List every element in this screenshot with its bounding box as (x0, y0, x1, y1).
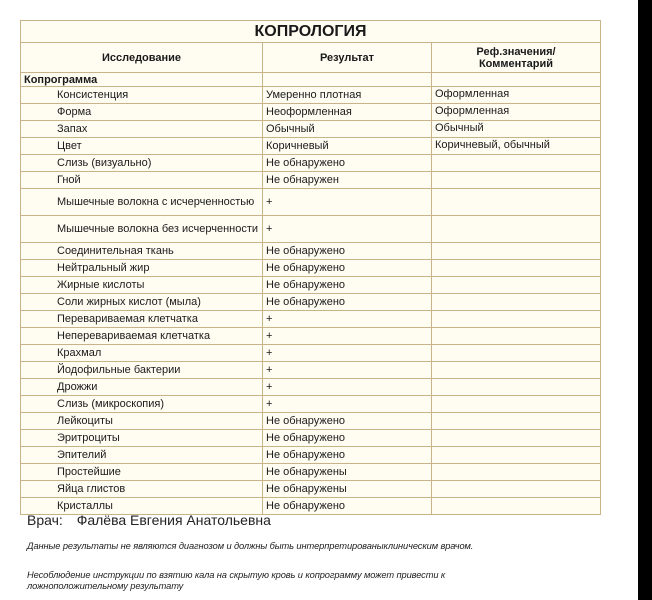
title-row (21, 21, 601, 43)
test-reference: Обычный (432, 121, 601, 138)
disclaimer-diagnosis: Данные результаты не являются диагнозом и должны быть интерпретированыклиническим врачом. (27, 541, 474, 551)
test-name: Цвет (21, 138, 263, 155)
report-title: КОПРОЛОГИЯ (21, 21, 601, 43)
test-reference (432, 413, 601, 430)
test-name: Консистенция (21, 87, 263, 104)
column-header-reference (432, 43, 601, 73)
section-ref-empty (432, 73, 601, 87)
test-result: Не обнаружено (263, 294, 432, 311)
test-name: Форма (21, 104, 263, 121)
test-result: Умеренно плотная (263, 87, 432, 104)
test-reference (432, 294, 601, 311)
test-result: + (263, 189, 432, 216)
test-result: Неоформленная (263, 104, 432, 121)
table-row (21, 311, 601, 328)
test-name: Мышечные волокна без исчерченности (21, 216, 263, 243)
table-row (21, 430, 601, 447)
test-reference (432, 481, 601, 498)
test-reference (432, 311, 601, 328)
test-result: Не обнаружены (263, 481, 432, 498)
test-result: Не обнаружено (263, 260, 432, 277)
test-name: Слизь (микроскопия) (21, 396, 263, 413)
test-result: Не обнаружено (263, 447, 432, 464)
test-result: Не обнаружено (263, 155, 432, 172)
table-row (21, 294, 601, 311)
test-reference (432, 362, 601, 379)
test-result: + (263, 379, 432, 396)
column-header-reference-line2: Комментарий (478, 57, 554, 70)
test-name: Яйца глистов (21, 481, 263, 498)
test-reference (432, 216, 601, 243)
test-result: + (263, 362, 432, 379)
test-result: Не обнаружены (263, 464, 432, 481)
test-reference (432, 243, 601, 260)
test-reference (432, 464, 601, 481)
table-row (21, 189, 601, 216)
test-name: Запах (21, 121, 263, 138)
test-reference: Оформленная (432, 104, 601, 121)
section-row (21, 73, 601, 87)
coprology-table (20, 20, 601, 515)
table-row (21, 260, 601, 277)
table-row (21, 396, 601, 413)
test-reference (432, 328, 601, 345)
test-name: Неперевариваемая клетчатка (21, 328, 263, 345)
test-reference (432, 396, 601, 413)
test-name: Дрожжи (21, 379, 263, 396)
section-result-empty (263, 73, 432, 87)
doctor-name: Фалёва Евгения Анатольевна (76, 512, 271, 528)
table-row (21, 277, 601, 294)
test-reference (432, 260, 601, 277)
test-reference (432, 379, 601, 396)
test-name: Перевариваемая клетчатка (21, 311, 263, 328)
test-reference (432, 277, 601, 294)
test-result: + (263, 396, 432, 413)
test-result: Обычный (263, 121, 432, 138)
test-reference: Коричневый, обычный (432, 138, 601, 155)
test-result: Не обнаружено (263, 430, 432, 447)
table-row (21, 413, 601, 430)
table-row (21, 345, 601, 362)
test-name: Лейкоциты (21, 413, 263, 430)
test-name: Кристаллы (21, 498, 263, 515)
table-row (21, 243, 601, 260)
section-title: Копрограмма (21, 73, 263, 87)
test-name: Соединительная ткань (21, 243, 263, 260)
table-row (21, 362, 601, 379)
column-header-test: Исследование (21, 43, 263, 73)
table-row (21, 481, 601, 498)
test-result: + (263, 328, 432, 345)
test-name: Простейшие (21, 464, 263, 481)
test-name: Йодофильные бактерии (21, 362, 263, 379)
test-result: Не обнаружено (263, 243, 432, 260)
table-row (21, 216, 601, 243)
column-header-result: Результат (263, 43, 432, 73)
table-row (21, 447, 601, 464)
test-reference (432, 172, 601, 189)
table-row (21, 328, 601, 345)
table-row (21, 121, 601, 138)
test-name: Гной (21, 172, 263, 189)
test-result: Коричневый (263, 138, 432, 155)
test-reference (432, 155, 601, 172)
test-result: Не обнаружено (263, 277, 432, 294)
column-header-reference-line1: Реф.значения/ (476, 45, 556, 58)
test-reference (432, 447, 601, 464)
test-result: + (263, 311, 432, 328)
test-reference (432, 189, 601, 216)
disclaimer-sample-collection: Несоблюдение инструкции по взятию кала на скрытую кровь и копрограмму может привести к ложноположительному результату (27, 570, 446, 591)
test-name: Нейтральный жир (21, 260, 263, 277)
doctor-line (27, 512, 271, 528)
test-name: Жирные кислоты (21, 277, 263, 294)
test-name: Слизь (визуально) (21, 155, 263, 172)
table-row (21, 379, 601, 396)
table-row (21, 104, 601, 121)
table-row (21, 87, 601, 104)
table-row (21, 172, 601, 189)
test-name: Эритроциты (21, 430, 263, 447)
table-row (21, 464, 601, 481)
test-reference (432, 430, 601, 447)
test-result: + (263, 216, 432, 243)
right-edge-black-strip (638, 0, 652, 600)
table-row (21, 138, 601, 155)
test-result: Не обнаружено (263, 413, 432, 430)
test-result: Не обнаружен (263, 172, 432, 189)
test-reference (432, 498, 601, 515)
test-name: Крахмал (21, 345, 263, 362)
test-name: Мышечные волокна с исчерченностью (21, 189, 263, 216)
test-name: Эпителий (21, 447, 263, 464)
table-row (21, 155, 601, 172)
test-result: + (263, 345, 432, 362)
doctor-label: Врач: (27, 512, 63, 528)
header-row (21, 43, 601, 73)
test-name: Соли жирных кислот (мыла) (21, 294, 263, 311)
test-result: Не обнаружено (263, 498, 432, 515)
test-reference: Оформленная (432, 87, 601, 104)
test-reference (432, 345, 601, 362)
